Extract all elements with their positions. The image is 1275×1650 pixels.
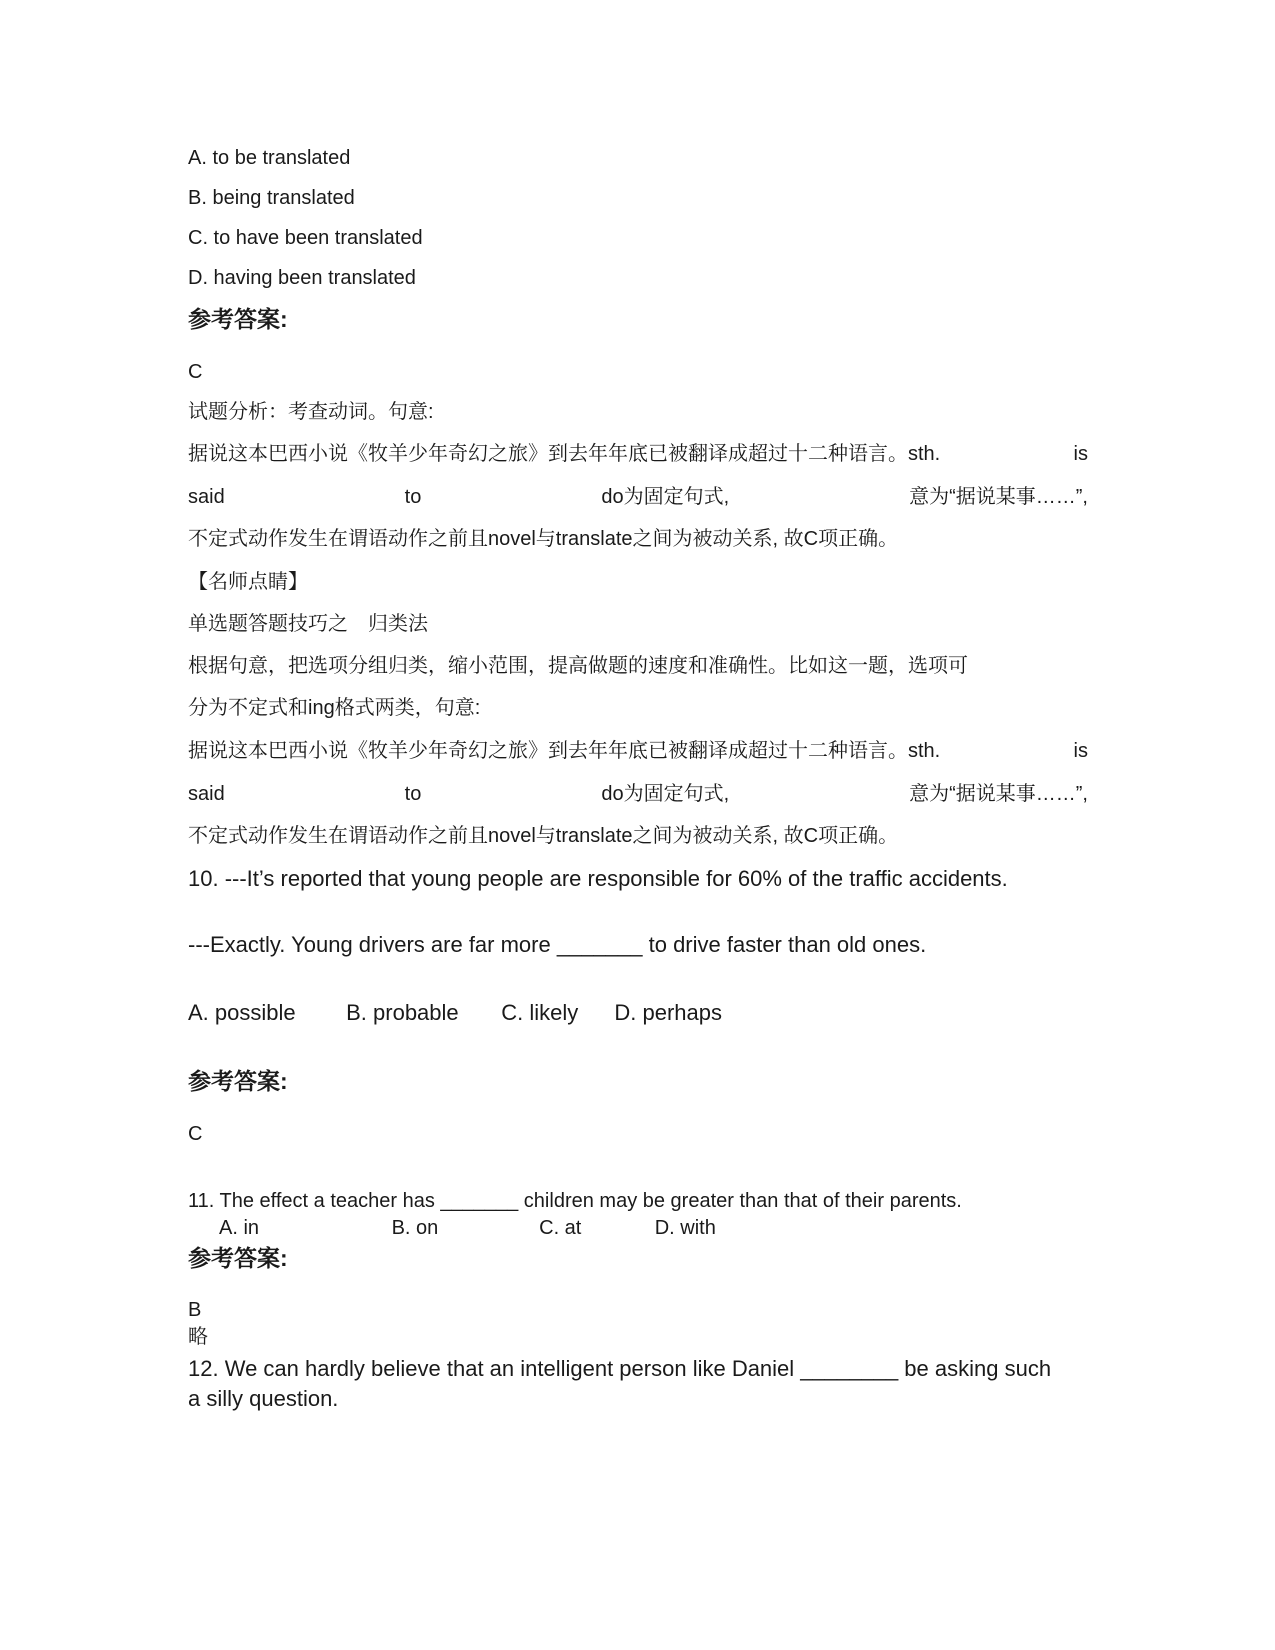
q9-answer: C [188, 361, 203, 383]
q9-option-c: C. to have been translated [188, 227, 423, 249]
q9-tip-line4-word: 意为“据说某事……”, [909, 783, 1088, 805]
q10-answer: C [188, 1123, 203, 1145]
q10-question-line1: 10. ---It’s reported that young people are responsible for 60% of the traffic accidents. [188, 866, 1008, 891]
q12-question-line1: 12. We can hardly believe that an intelligent person like Daniel ________ be asking such [188, 1356, 1052, 1381]
q11-question: 11. The effect a teacher has _______ children may be greater than that of their parents. [188, 1190, 962, 1212]
q9-analysis-line3: 不定式动作发生在谓语动作之前且novel与translate之间为被动关系, 故C项正确。 [188, 528, 899, 550]
q9-tip-line3-end: is [1073, 740, 1088, 762]
q11-answer: B [188, 1299, 202, 1321]
q11-option-b: B. on [391, 1217, 439, 1239]
q9-tip-title: 单选题答题技巧之 归类法 [188, 613, 428, 635]
q11-answer-heading: 参考答案: [188, 1245, 288, 1271]
q9-tip-line4 [188, 784, 1088, 804]
q9-tip-line1: 根据句意，把选项分组归类，缩小范围，提高做题的速度和准确性。比如这一题，选项可 [188, 655, 968, 677]
q9-analysis-line2-word: to [404, 486, 422, 508]
q9-option-b: B. being translated [188, 187, 355, 209]
q9-tip-line4-word: do为固定句式, [601, 783, 730, 805]
q9-analysis-line1-text: 据说这本巴西小说《牧羊少年奇幻之旅》到去年年底已被翻译成超过十二种语言。sth. [188, 443, 941, 465]
q11-option-c: C. at [539, 1217, 582, 1239]
q9-option-d: D. having been translated [188, 267, 416, 289]
q9-tip-line4-word: said [188, 783, 225, 805]
q9-analysis-line2-word: 意为“据说某事……”, [909, 486, 1088, 508]
q10-option-c: C. likely [501, 1000, 579, 1025]
q10-options [188, 1002, 722, 1024]
q9-analysis-line2-word: said [188, 486, 225, 508]
q9-tip-line5: 不定式动作发生在谓语动作之前且novel与translate之间为被动关系, 故C项正确。 [188, 825, 899, 847]
q9-tip-heading: 【名师点睛】 [188, 571, 308, 593]
q12-question-line2: a silly question. [188, 1386, 339, 1411]
q11-option-d: D. with [654, 1217, 716, 1239]
q9-analysis-line1 [188, 444, 1088, 464]
q11-options [219, 1218, 716, 1238]
q10-option-b: B. probable [346, 1000, 459, 1025]
q9-tip-line2: 分为不定式和ing格式两类，句意: [188, 697, 481, 719]
q9-tip-line3-text: 据说这本巴西小说《牧羊少年奇幻之旅》到去年年底已被翻译成超过十二种语言。sth. [188, 740, 941, 762]
q10-option-a: A. possible [188, 1000, 296, 1025]
q9-analysis-intro: 试题分析：考查动词。句意: [188, 401, 434, 423]
q10-answer-heading: 参考答案: [188, 1068, 288, 1094]
q9-tip-line4-word: to [404, 783, 422, 805]
q11-note: 略 [188, 1326, 208, 1348]
q9-tip-line3 [188, 741, 1088, 761]
q9-analysis-line2 [188, 487, 1088, 507]
q9-answer-heading: 参考答案: [188, 306, 288, 332]
q11-option-a: A. in [219, 1217, 260, 1239]
q9-analysis-line2-word: do为固定句式, [601, 486, 730, 508]
q9-analysis-line1-end: is [1073, 443, 1088, 465]
q10-option-d: D. perhaps [614, 1000, 722, 1025]
q9-option-a: A. to be translated [188, 147, 351, 169]
q10-question-line2: ---Exactly. Young drivers are far more _______ to drive faster than old ones. [188, 932, 927, 957]
